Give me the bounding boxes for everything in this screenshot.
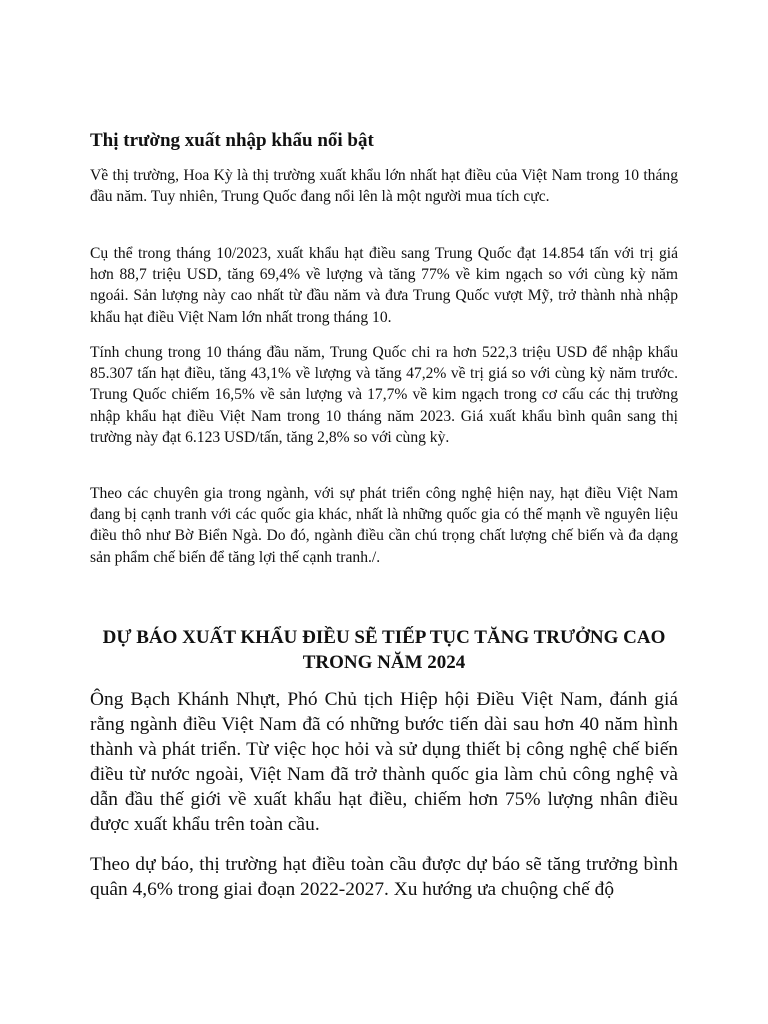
- section-heading-forecast: DỰ BÁO XUẤT KHẨU ĐIỀU SẼ TIẾP TỤC TĂNG TRƯỞNG CAO TRONG NĂM 2024: [102, 627, 666, 673]
- paragraph: Theo các chuyên gia trong ngành, với sự phát triển công nghệ hiện nay, hạt điều Việt Nam đang bị cạnh tranh với các quốc gia khác, nhất là những quốc gia có thế mạnh về nguyên liệu điều thô như Bờ Biển Ngà. Do đó, ngành điều cần chú trọng chất lượng chế biến và đa dạng sản phẩm chế biến để tăng lợi thế cạnh tranh./.: [90, 485, 678, 566]
- paragraph: Cụ thể trong tháng 10/2023, xuất khẩu hạt điều sang Trung Quốc đạt 14.854 tấn với trị giá hơn 88,7 triệu USD, tăng 69,4% về lượng và tăng 77% về kim ngạch so với cùng kỳ năm ngoái. Sản lượng này cao nhất từ đầu năm và đưa Trung Quốc vượt Mỹ, trở thành nhà nhập khẩu hạt điều Việt Nam lớn nhất trong tháng 10.: [90, 245, 678, 326]
- section-heading-market: Thị trường xuất nhập khẩu nổi bật: [90, 130, 374, 151]
- paragraph: Tính chung trong 10 tháng đầu năm, Trung Quốc chi ra hơn 522,3 triệu USD để nhập khẩu 85.307 tấn hạt điều, tăng 43,1% về lượng và tăng 47,2% về trị giá so với cùng kỳ năm trước. Trung Quốc chiếm 16,5% về sản lượng và 17,7% về kim ngạch trong cơ cấu các thị trường nhập khẩu hạt điều Việt Nam trong 10 tháng năm 2023. Giá xuất khẩu bình quân sang thị trường này đạt 6.123 USD/tấn, tăng 2,8% so với cùng kỳ.: [90, 344, 678, 446]
- paragraph: Ông Bạch Khánh Nhựt, Phó Chủ tịch Hiệp hội Điều Việt Nam, đánh giá rằng ngành điều Việt Nam đã có những bước tiến dài sau hơn 40 năm hình thành và phát triển. Từ việc học hỏi và sử dụng thiết bị công nghệ chế biến điều từ nước ngoài, Việt Nam đã trở thành quốc gia làm chủ công nghệ và dẫn đầu thế giới về xuất khẩu hạt điều, chiếm hơn 75% lượng nhân điều được xuất khẩu trên toàn cầu.: [90, 689, 678, 835]
- paragraph: Về thị trường, Hoa Kỳ là thị trường xuất khẩu lớn nhất hạt điều của Việt Nam trong 10 tháng đầu năm. Tuy nhiên, Trung Quốc đang nổi lên là một người mua tích cực.: [90, 167, 678, 206]
- paragraph: Theo dự báo, thị trường hạt điều toàn cầu được dự báo sẽ tăng trưởng bình quân 4,6% trong giai đoạn 2022-2027. Xu hướng ưa chuộng chế độ: [90, 854, 678, 900]
